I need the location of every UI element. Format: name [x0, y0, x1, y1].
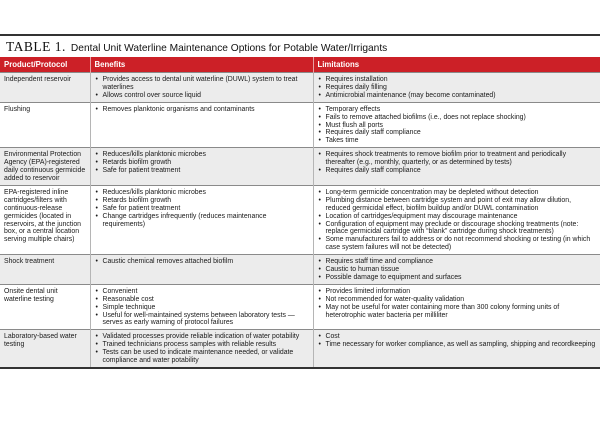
limitations-cell: [313, 148, 600, 186]
benefits-cell: [90, 148, 313, 186]
limitation-item: • Possible damage to equipment and surfaces: [318, 274, 597, 282]
limitation-item: • Requires staff time and compliance: [318, 258, 597, 266]
header-limitations: Limitations: [313, 57, 600, 73]
product-protocol-cell: Independent reservoir: [0, 73, 90, 103]
table-title-row: [0, 34, 600, 57]
benefit-item: • Allows control over source liquid: [95, 92, 309, 100]
benefits-list: [95, 106, 309, 114]
limitation-item: • Requires daily staff compliance: [318, 167, 597, 175]
limitations-list: [318, 76, 597, 100]
limitation-item: • Location of cartridges/equipment may discourage maintenance: [318, 213, 597, 221]
benefit-item: • Trained technicians process samples with reliable results: [95, 341, 309, 349]
benefit-item: • Reduces/kills planktonic microbes: [95, 151, 309, 159]
limitation-item: • Requires daily filling: [318, 84, 597, 92]
table-row: [0, 73, 600, 103]
limitation-item: • Takes time: [318, 137, 597, 145]
limitation-item: • Must flush all ports: [318, 122, 597, 130]
limitations-cell: [313, 330, 600, 367]
benefits-cell: [90, 73, 313, 103]
limitations-list: [318, 189, 597, 252]
limitations-list: [318, 258, 597, 282]
benefit-item: • Removes planktonic organisms and contaminants: [95, 106, 309, 114]
limitation-item: • Requires installation: [318, 76, 597, 84]
limitation-item: • Time necessary for worker compliance, as well as sampling, shipping and recordkeeping: [318, 341, 597, 349]
benefits-cell: [90, 330, 313, 367]
limitation-item: • Some manufacturers fail to address or do not recommend shocking or testing (in which case system failures will not be detected): [318, 236, 597, 252]
benefit-item: • Provides access to dental unit waterline (DUWL) system to treat waterlines: [95, 76, 309, 92]
benefit-item: • Retards biofilm growth: [95, 197, 309, 205]
limitations-cell: [313, 73, 600, 103]
limitation-item: • Configuration of equipment may preclude or discourage shocking treatments (note: replace germicidal cartridge with “blank” cartridge during shock treatments): [318, 221, 597, 237]
limitations-list: [318, 106, 597, 146]
table-row: [0, 284, 600, 330]
table-row: [0, 148, 600, 186]
benefit-item: • Reasonable cost: [95, 296, 309, 304]
benefit-item: • Convenient: [95, 288, 309, 296]
benefits-list: [95, 288, 309, 328]
table-figure: [0, 34, 600, 369]
benefit-item: • Caustic chemical removes attached biofilm: [95, 258, 309, 266]
maintenance-options-table: [0, 57, 600, 367]
limitations-list: [318, 333, 597, 349]
table-row: [0, 185, 600, 254]
limitation-item: • Temporary effects: [318, 106, 597, 114]
benefit-item: • Simple technique: [95, 304, 309, 312]
benefit-item: • Safe for patient treatment: [95, 167, 309, 175]
benefits-list: [95, 151, 309, 175]
benefits-list: [95, 333, 309, 365]
limitation-item: • Provides limited information: [318, 288, 597, 296]
header-row: [0, 57, 600, 73]
benefits-cell: [90, 284, 313, 330]
table-row: [0, 255, 600, 285]
benefits-cell: [90, 255, 313, 285]
limitations-cell: [313, 185, 600, 254]
header-product: Product/Protocol: [0, 57, 90, 73]
product-protocol-cell: Shock treatment: [0, 255, 90, 285]
product-protocol-cell: EPA-registered inline cartridges/filters with continuous-release germicides (located in reservoirs, at the junction box, or a central location serving multiple chairs): [0, 185, 90, 254]
product-protocol-cell: Environmental Protection Agency (EPA)-registered daily continuous germicide added to reservoir: [0, 148, 90, 186]
table-row: [0, 102, 600, 148]
limitation-item: • May not be useful for water containing more than 300 colony forming units of heterotrophic water bacteria per milliliter: [318, 304, 597, 320]
limitations-cell: [313, 284, 600, 330]
benefits-list: [95, 76, 309, 100]
header-benefits: Benefits: [90, 57, 313, 73]
limitations-cell: [313, 255, 600, 285]
benefits-cell: [90, 185, 313, 254]
benefits-list: [95, 258, 309, 266]
benefit-item: • Tests can be used to indicate maintenance needed, or validate compliance and water potability: [95, 349, 309, 365]
table-row: [0, 330, 600, 367]
table-body: [0, 73, 600, 368]
limitation-item: • Not recommended for water-quality validation: [318, 296, 597, 304]
limitation-item: • Cost: [318, 333, 597, 341]
product-protocol-cell: Onsite dental unit waterline testing: [0, 284, 90, 330]
bottom-rule: [0, 367, 600, 369]
benefit-item: • Retards biofilm growth: [95, 159, 309, 167]
limitation-item: • Requires shock treatments to remove biofilm prior to treatment and periodically thereafter (e.g., monthly, quarterly, or as determined by tests): [318, 151, 597, 167]
limitations-list: [318, 288, 597, 320]
benefits-cell: [90, 102, 313, 148]
benefit-item: • Safe for patient treatment: [95, 205, 309, 213]
limitation-item: • Antimicrobial maintenance (may become contaminated): [318, 92, 597, 100]
limitation-item: • Long-term germicide concentration may be depleted without detection: [318, 189, 597, 197]
table-title: Dental Unit Waterline Maintenance Options for Potable Water/Irrigants: [70, 43, 388, 54]
limitation-item: • Fails to remove attached biofilms (i.e., does not replace shocking): [318, 114, 597, 122]
benefits-list: [95, 189, 309, 229]
product-protocol-cell: Laboratory-based water testing: [0, 330, 90, 367]
benefit-item: • Reduces/kills planktonic microbes: [95, 189, 309, 197]
limitations-cell: [313, 102, 600, 148]
benefit-item: • Useful for well-maintained systems between laboratory tests — serves as early warning of protocol failures: [95, 312, 309, 328]
benefit-item: • Change cartridges infrequently (reduces maintenance requirements): [95, 213, 309, 229]
limitation-item: • Plumbing distance between cartridge system and point of exit may allow dilution, reduced germicidal effect, biofilm buildup and/or DUWL contamination: [318, 197, 597, 213]
benefit-item: • Validated processes provide reliable indication of water potability: [95, 333, 309, 341]
limitations-list: [318, 151, 597, 175]
limitation-item: • Requires daily staff compliance: [318, 129, 597, 137]
table-label: TABLE 1.: [6, 39, 66, 54]
product-protocol-cell: Flushing: [0, 102, 90, 148]
limitation-item: • Caustic to human tissue: [318, 266, 597, 274]
